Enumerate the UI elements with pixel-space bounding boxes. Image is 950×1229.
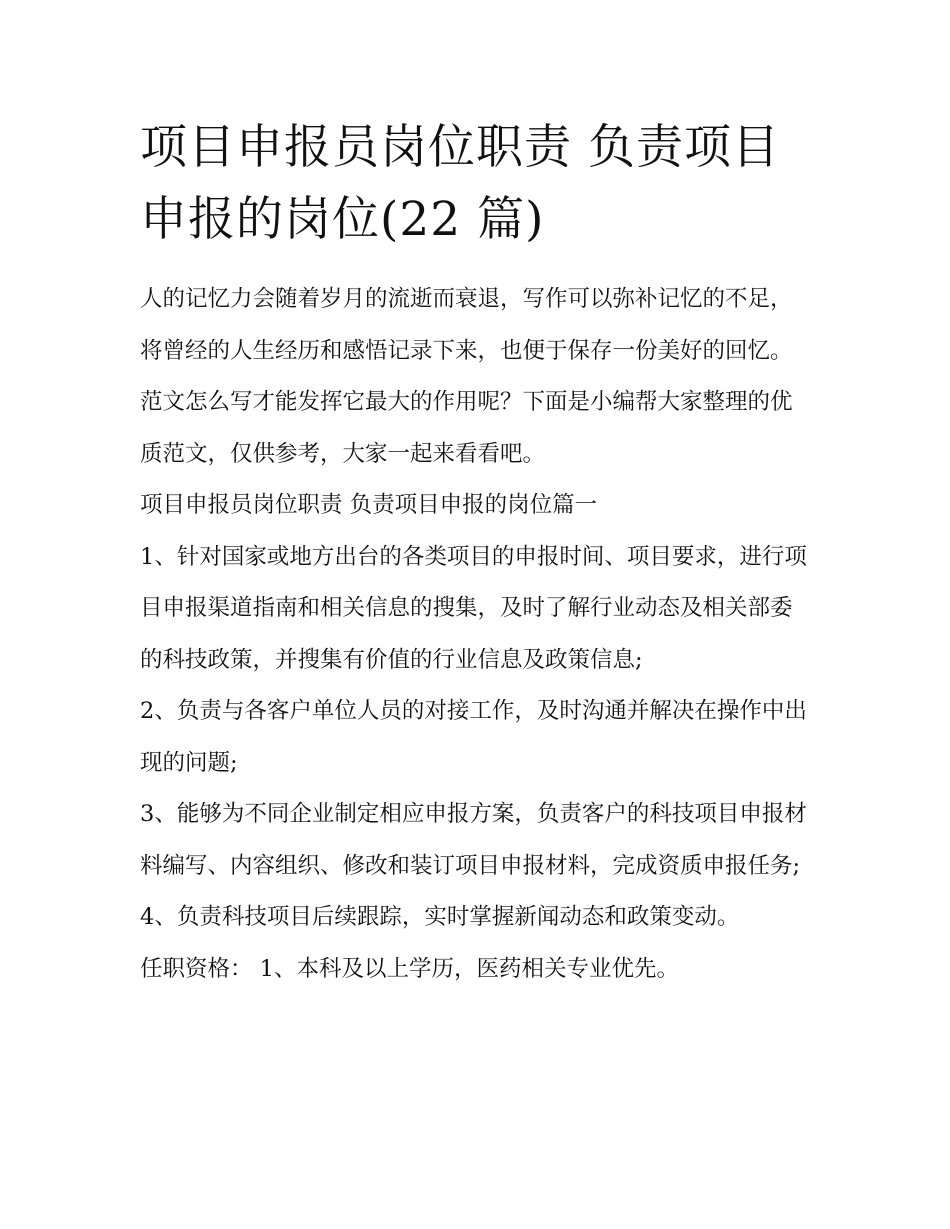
duty-item-1: 1、针对国家或地方出台的各类项目的申报时间、项目要求，进行项目申报渠道指南和相关信息的搜集，及时了解行业动态及相关部委的科技政策，并搜集有价值的行业信息及政策信息; — [140, 543, 807, 673]
document-title: 项目申报员岗位职责 负责项目申报的岗位(22 篇) — [140, 120, 780, 247]
duty-item-4: 4、负责科技项目后续跟踪，实时掌握新闻动态和政策变动。 — [140, 904, 740, 930]
qualifications-paragraph: 任职资格： 1、本科及以上学历，医药相关专业优先。 — [140, 955, 679, 982]
document-page — [140, 112, 810, 995]
section-heading: 项目申报员岗位职责 负责项目申报的岗位篇一 — [140, 492, 598, 518]
intro-paragraph: 人的记忆力会随着岁月的流逝而衰退，写作可以弥补记忆的不足，将曾经的人生经历和感悟记录下来，也便于保存一份美好的回忆。范文怎么写才能发挥它最大的作用呢？下面是小编帮大家整理的优质范文，仅供参考，大家一起来看看吧。 — [140, 286, 793, 467]
duty-item-3: 3、能够为不同企业制定相应申报方案，负责客户的科技项目申报材料编写、内容组织、修改和装订项目申报材料，完成资质申报任务; — [140, 801, 807, 879]
duty-item-2: 2、负责与各客户单位人员的对接工作，及时沟通并解决在操作中出现的问题; — [140, 698, 807, 776]
